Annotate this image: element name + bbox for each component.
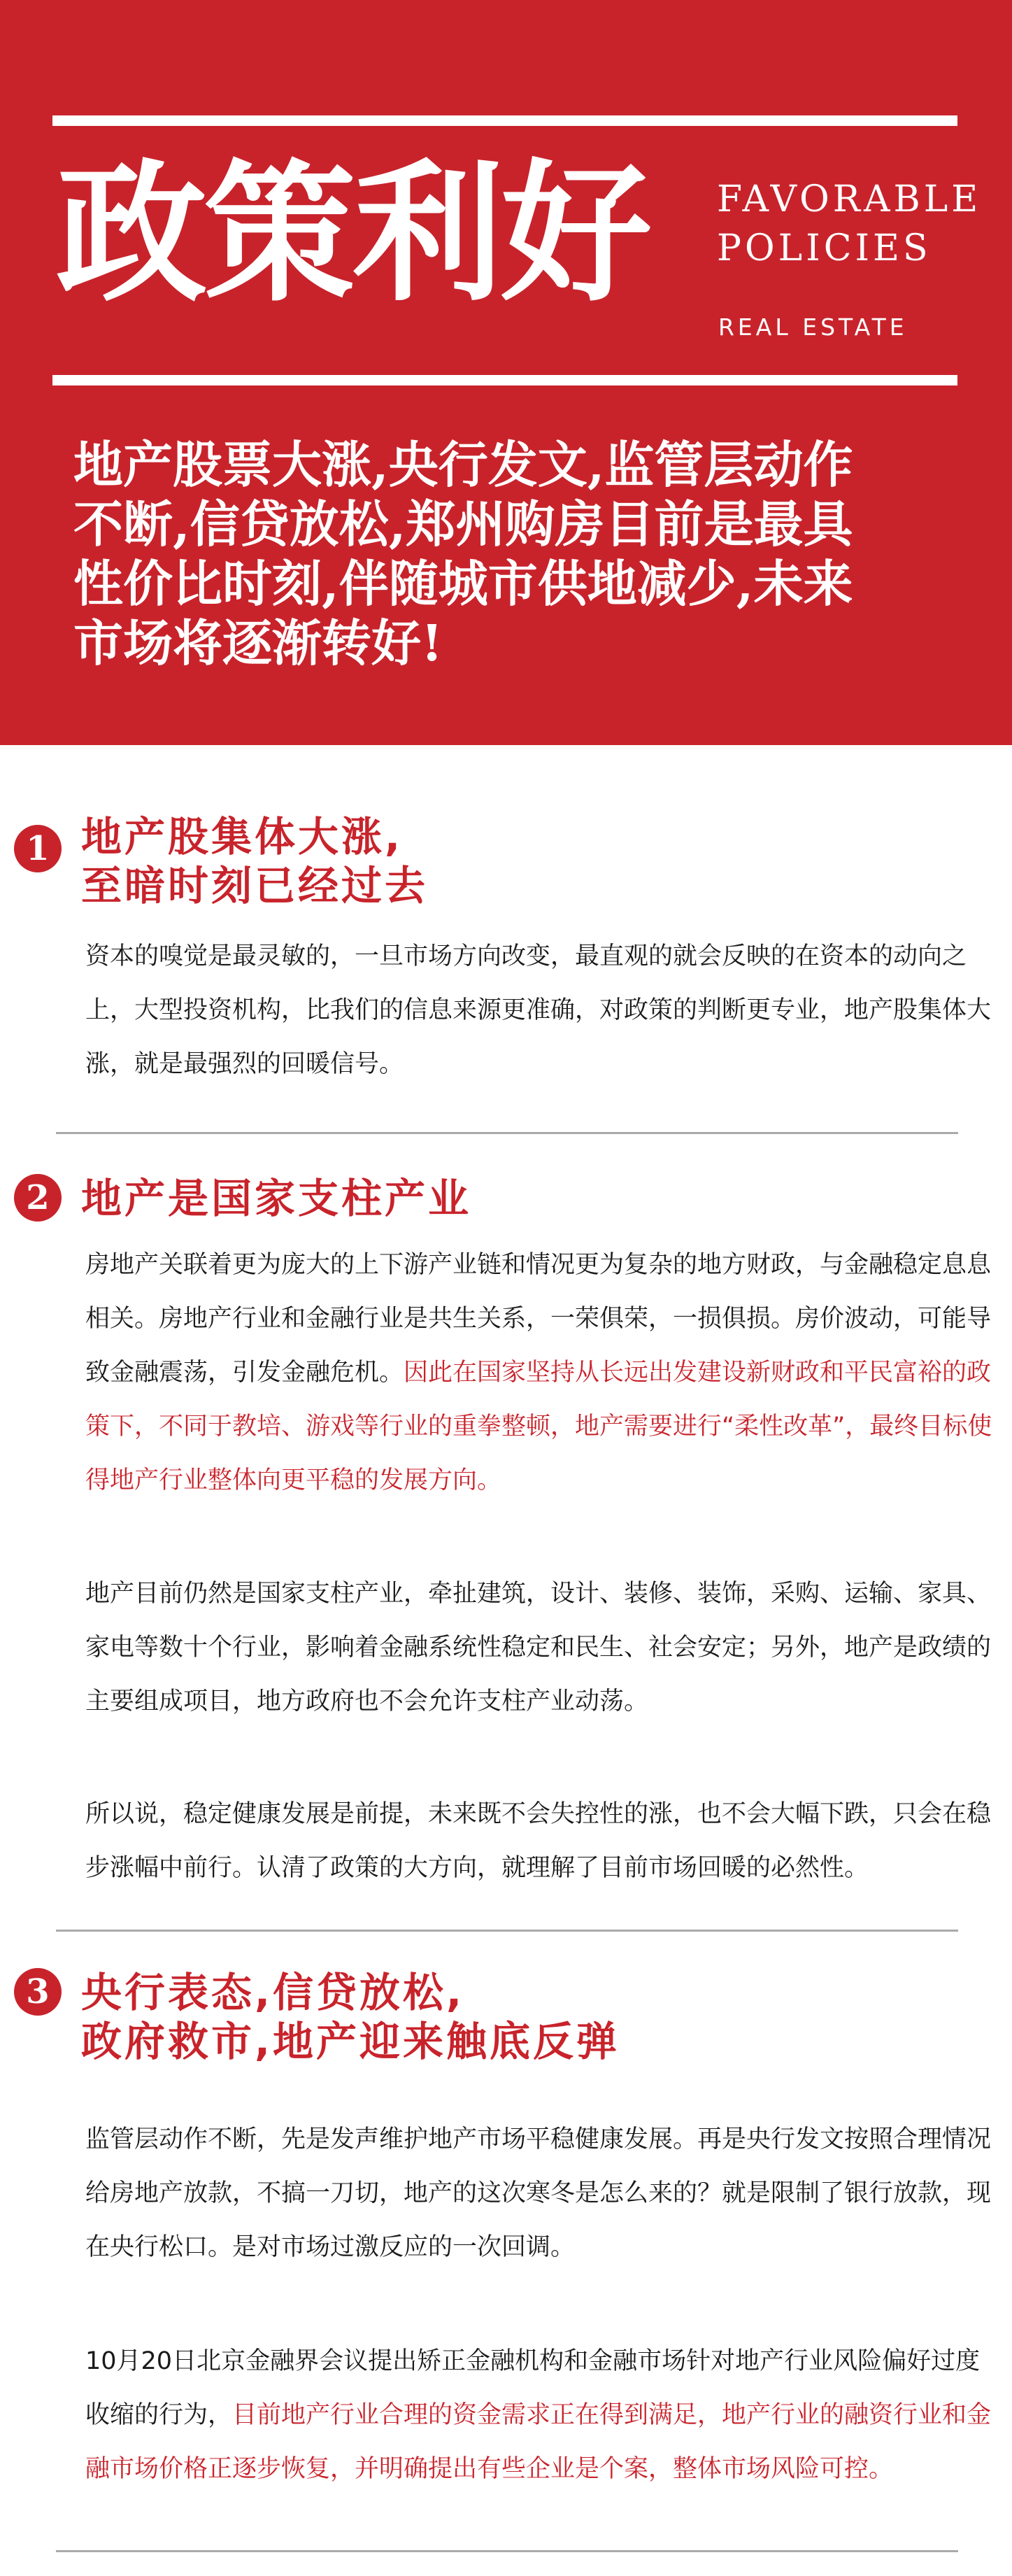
section-2-paragraph-3: 所以说，稳定健康发展是前提，未来既不会失控性的涨，也不会大幅下跌，只会在稳步涨幅中前行。认清了政策的大方向，就理解了目前市场回暖的必然性。 <box>85 1800 992 1882</box>
hero-top-rule <box>52 115 957 126</box>
section-3 <box>0 1934 1012 2576</box>
highlighted-text: 目前地产行业合理的资金需求正在得到满足，地产行业的融资行业和金融市场价格正逐步恢复，并明确提出有些企业是个案，整体市场风险可控。 <box>85 2401 992 2483</box>
section-3-title <box>81 1968 620 2066</box>
section-2-title: 地产是国家支柱产业 <box>81 1175 472 1222</box>
hero-lead-text <box>73 435 969 673</box>
section-3-paragraph-2 <box>85 2335 995 2496</box>
hero-lead-line: 市场将逐渐转好! <box>73 614 443 672</box>
section-title-line: 至暗时刻已经过去 <box>81 862 429 910</box>
section-2 <box>0 1140 1012 1934</box>
section-1-paragraph: 资本的嗅觉是最灵敏的，一旦市场方向改变，最直观的就会反映的在资本的动向之上，大型投资机构，比我们的信息来源更准确，对政策的判断更专业，地产股集体大涨，就是最强烈的回暖信号。 <box>85 942 992 1078</box>
section-title-line: 政府救市,地产迎来触底反弹 <box>81 2018 620 2065</box>
section-2-paragraph-1 <box>85 1238 995 1508</box>
paragraph-text: 房地产关联着更为庞大的上下游产业链和情况更为复杂的地方财政，与金融稳定息息相关。房地产行业和金融行业是共生关系，一荣俱荣，一损俱损。房价波动，可能导致金融震荡，引发金融危机。 <box>85 1251 992 1387</box>
hero-english-subtitle: REAL ESTATE <box>718 313 908 341</box>
hero-bottom-rule <box>52 375 957 385</box>
section-title-line: 地产股集体大涨, <box>81 813 404 861</box>
section-divider <box>56 1132 958 1134</box>
hero-lead-line: 不断,信贷放松,郑州购房目前是最具 <box>73 495 853 553</box>
section-3-paragraph-1: 监管层动作不断，先是发声维护地产市场平稳健康发展。再是央行发文按照合理情况给房地产放款，不搞一刀切，地产的这次寒冬是怎么来的？就是限制了银行放款，现在央行松口。是对市场过激反应的一次回调。 <box>85 2125 992 2261</box>
section-number-badge: 3 <box>14 1968 62 2016</box>
hero-banner <box>0 0 1012 745</box>
hero-title: 政策利好 <box>56 144 650 322</box>
section-1 <box>0 745 1012 1140</box>
hero-lead-line: 地产股票大涨,央行发文,监管层动作 <box>73 435 853 494</box>
paragraph-text: 10月20日北京金融界会议提出矫正金融机构和金融市场针对地产行业风险偏好过度收缩的行为， <box>85 2347 981 2429</box>
section-number-badge: 1 <box>14 825 62 872</box>
section-divider <box>56 2550 958 2552</box>
hero-english-title-line1: FAVORABLE <box>717 178 982 220</box>
section-title-line: 央行表态,信贷放松, <box>81 1969 465 2016</box>
hero-english-title <box>717 175 981 273</box>
section-number-badge: 2 <box>14 1174 62 1222</box>
hero-lead-line: 性价比时刻,伴随城市供地减少,未来 <box>73 554 853 613</box>
section-1-title <box>81 812 428 910</box>
highlighted-text: 因此在国家坚持从长远出发建设新财政和平民富裕的政策下，不同于教培、游戏等行业的重拳整顿，地产需要进行“柔性改革”，最终目标使得地产行业整体向更平稳的发展方向。 <box>85 1359 992 1494</box>
section-divider <box>56 1930 958 1932</box>
hero-english-title-line2: POLICIES <box>717 227 932 269</box>
section-2-paragraph-2: 地产目前仍然是国家支柱产业，牵扯建筑，设计、装修、装饰，采购、运输、家具、家电等数十个行业，影响着金融系统性稳定和民生、社会安定；另外，地产是政绩的主要组成项目，地方政府也不会允许支柱产业动荡。 <box>85 1580 992 1715</box>
